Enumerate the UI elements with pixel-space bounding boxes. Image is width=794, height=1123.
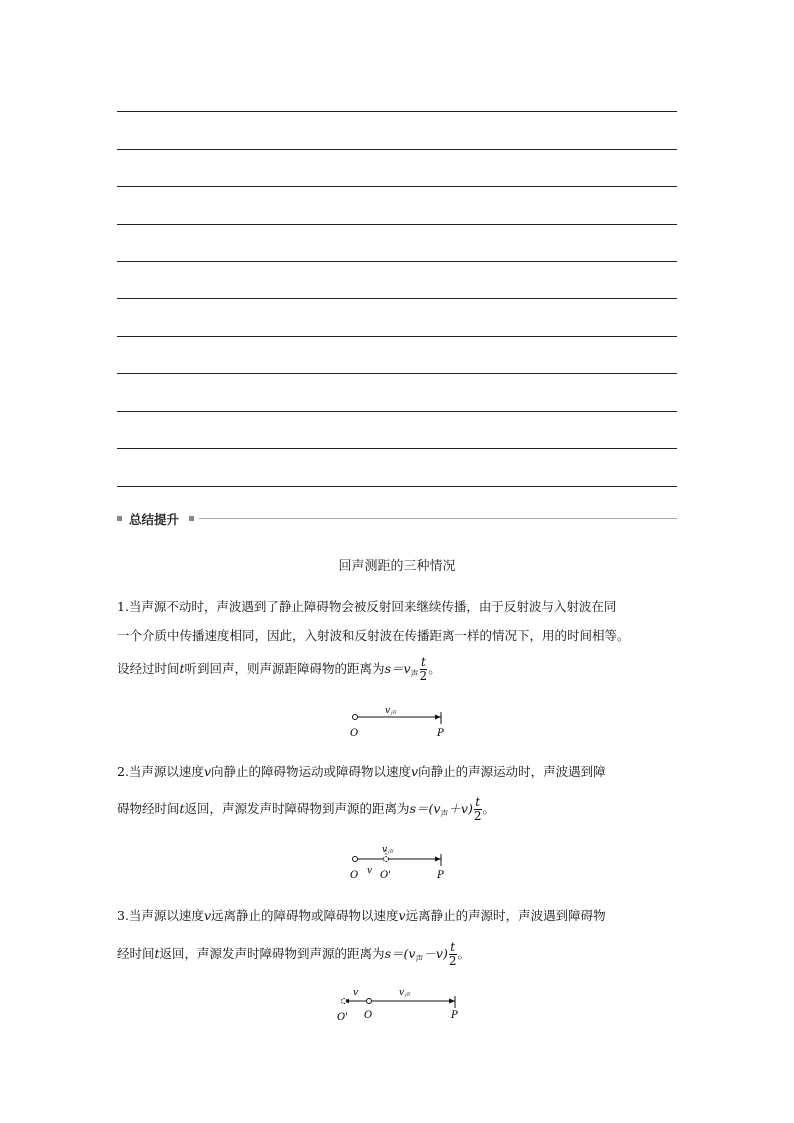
section-heading bbox=[117, 510, 677, 528]
diagram-label-v-sound-sub: 声 bbox=[404, 992, 411, 999]
writing-line bbox=[117, 149, 677, 150]
fraction bbox=[420, 656, 428, 683]
diagram-label-v-sound-sub: 声 bbox=[387, 849, 394, 856]
writing-line bbox=[117, 373, 677, 374]
fraction-numerator: t bbox=[475, 795, 481, 809]
item1-line3 bbox=[117, 656, 441, 683]
diagram-label-O-prime: O' bbox=[337, 1012, 348, 1023]
source-point bbox=[353, 857, 358, 862]
writing-line bbox=[117, 224, 677, 225]
formula: s＝v bbox=[384, 661, 411, 676]
item2-line2 bbox=[117, 796, 495, 823]
item2-text: 向静止的障碍物运动或障碍物以速度 bbox=[211, 764, 412, 779]
time-var: t bbox=[154, 946, 160, 961]
item3-text: 远离静止的声源时，声波遇到障碍物 bbox=[405, 908, 606, 923]
velocity-var: v bbox=[398, 908, 406, 923]
time-var: t bbox=[179, 661, 185, 676]
diagram-label-v: v bbox=[385, 706, 391, 716]
diagram-label-v-sound: v bbox=[399, 988, 405, 998]
item3-text: 经时间 bbox=[117, 946, 155, 961]
writing-line bbox=[117, 186, 677, 187]
fraction bbox=[474, 796, 482, 823]
formula-subscript: 声 bbox=[410, 669, 419, 679]
velocity-var: v bbox=[203, 764, 211, 779]
diagram-label-v-sub: 声 bbox=[390, 710, 397, 717]
diagram-label-P: P bbox=[451, 1010, 458, 1021]
period: 。 bbox=[482, 801, 496, 816]
item2-text: 返回，声源发声时障碍物到声源的距离为 bbox=[184, 801, 410, 816]
diagram-3 bbox=[335, 984, 465, 1026]
diagram-label-P: P bbox=[437, 870, 444, 881]
item1-text: 设经过时间 bbox=[117, 661, 180, 676]
source-point-moved bbox=[342, 999, 347, 1004]
source-point bbox=[367, 999, 372, 1004]
source-point-moved bbox=[384, 857, 389, 862]
diagram-label-v: v bbox=[353, 988, 359, 998]
formula: s＝(v bbox=[384, 946, 416, 961]
source-point bbox=[353, 715, 358, 720]
diagram-label-v-sound: v bbox=[382, 845, 388, 855]
fraction bbox=[449, 941, 457, 968]
period: 。 bbox=[428, 661, 441, 676]
fraction-numerator: t bbox=[450, 940, 456, 954]
writing-line bbox=[117, 448, 677, 449]
item2-text: 碍物经时间 bbox=[117, 801, 180, 816]
item3-text: 返回，声源发声时障碍物到声源的距离为 bbox=[159, 946, 385, 961]
diagram-1 bbox=[345, 702, 455, 742]
section-heading-label: 总结提升 bbox=[129, 512, 180, 527]
writing-line bbox=[117, 261, 677, 262]
time-var: t bbox=[179, 801, 185, 816]
formula: －v) bbox=[423, 946, 448, 961]
item1-line2: 一个介质中传播速度相同，因此，入射波和反射波在传播距离一样的情况下，用的时间相等。 bbox=[117, 628, 630, 643]
diagram-label-O-prime: O' bbox=[380, 870, 391, 881]
section-heading-rule bbox=[199, 518, 677, 519]
writing-line bbox=[117, 111, 677, 112]
item1-line1: 1.当声源不动时，声波遇到了静止障碍物会被反射回来继续传播，由于反射波与入射波在同 bbox=[117, 599, 617, 614]
item3-text: 远离静止的障碍物或障碍物以速度 bbox=[211, 908, 399, 923]
fraction-denominator: 2 bbox=[473, 809, 482, 823]
diagram-label-O: O bbox=[350, 728, 359, 739]
item3-line2 bbox=[117, 941, 470, 968]
item2-text: 向静止的声源运动时，声波遇到障 bbox=[418, 764, 606, 779]
item2-text: 2.当声源以速度 bbox=[117, 764, 204, 779]
formula-subscript: 声 bbox=[440, 809, 449, 819]
fraction-numerator: t bbox=[420, 655, 426, 669]
fraction-denominator: 2 bbox=[419, 669, 428, 683]
writing-line bbox=[117, 411, 677, 412]
item2-line1 bbox=[117, 762, 606, 780]
diagram-label-O: O bbox=[364, 1010, 373, 1021]
writing-line bbox=[117, 298, 677, 299]
diagram-label-O: O bbox=[350, 870, 359, 881]
formula: s＝(v bbox=[409, 801, 441, 816]
section-title: 回声测距的三种情况 bbox=[338, 559, 456, 574]
writing-line bbox=[117, 486, 677, 487]
diagram-label-v: v bbox=[367, 866, 373, 876]
item3-text: 3.当声源以速度 bbox=[117, 908, 204, 923]
writing-line bbox=[117, 336, 677, 337]
item3-line1 bbox=[117, 906, 606, 924]
period: 。 bbox=[457, 946, 471, 961]
diagram-2 bbox=[345, 842, 455, 884]
fraction-denominator: 2 bbox=[448, 954, 457, 968]
item1-text: 听到回声，则声源距障碍物的距离为 bbox=[184, 661, 385, 676]
formula: ＋v) bbox=[448, 801, 473, 816]
velocity-var: v bbox=[411, 764, 419, 779]
square-bullet-icon bbox=[117, 516, 122, 521]
formula-subscript: 声 bbox=[415, 954, 424, 964]
velocity-var: v bbox=[203, 908, 211, 923]
diagram-label-P: P bbox=[437, 728, 444, 739]
square-bullet-icon bbox=[189, 516, 194, 521]
